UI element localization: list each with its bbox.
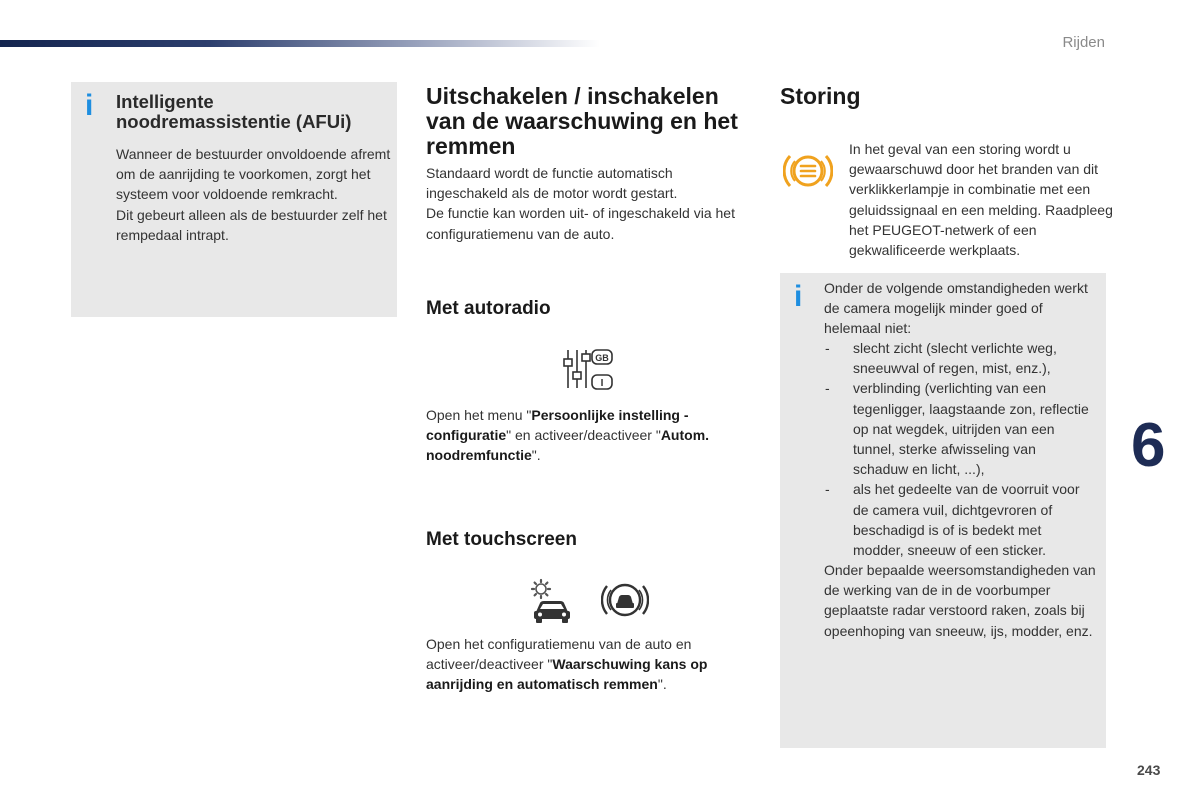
menu-path-bold: Persoonlijke instelling - configuratie bbox=[426, 407, 689, 444]
list-item bbox=[824, 378, 1094, 479]
info-icon: i bbox=[85, 89, 94, 122]
list-dash: - bbox=[825, 481, 830, 498]
page-number: 243 bbox=[1137, 762, 1161, 778]
instruction-text: Open het menu " bbox=[426, 407, 532, 423]
toggle-section-title: Uitschakelen / inschakelen van de waarschuwing en het remmen bbox=[426, 83, 738, 159]
afu-body-paragraph: Dit gebeurt alleen als de bestuurder zelf het rempedaal intrapt. bbox=[116, 206, 387, 243]
list-dash: - bbox=[825, 380, 830, 397]
info-icon: i bbox=[794, 280, 803, 313]
instruction-text: Open het configuratiemenu van de auto en activeer/deactiveer " bbox=[426, 636, 692, 673]
car-settings-icon bbox=[528, 578, 574, 629]
list-item-text: slecht zicht (slecht verlichte weg, sneeuwval of regen, mist, enz.), bbox=[853, 340, 1057, 377]
svg-text:I: I bbox=[600, 378, 604, 389]
instruction-text: ". bbox=[657, 676, 667, 693]
list-item-text: verblinding (verlichting van een tegenligger, laagstaande zon, reflectie op nat wegdek, uitrijden van een tunnel, sterke afwisseling van schaduw en licht, ...), bbox=[853, 380, 1089, 478]
camera-intro: Onder de volgende omstandigheden werkt de camera mogelijk minder goed of helemaal niet: bbox=[824, 280, 1088, 337]
camera-conditions-list bbox=[824, 338, 1094, 560]
storing-body: In het geval van een storing wordt u gewaarschuwd door het branden van dit verklikkerlampje in combinatie met een geluidssignaal en een melding. Raadpleeg het PEUGEOT-netwerk of een gekwalificeerde werkplaats. bbox=[849, 141, 1113, 259]
list-item-text: als het gedeelte van de voorruit voor de camera vuil, dichtgevroren of beschadigd is of is bedekt met modder, sneeuw of een sticker. bbox=[853, 481, 1080, 559]
section-name: Rijden bbox=[1062, 34, 1105, 51]
autoradio-heading: Met autoradio bbox=[426, 298, 551, 319]
list-item bbox=[824, 479, 1094, 560]
emergency-brake-icon bbox=[601, 578, 649, 627]
intro-paragraph: De functie kan worden uit- of ingeschakeld via het configuratiemenu van de auto. bbox=[426, 205, 735, 242]
camera-outro: Onder bepaalde weersomstandigheden van de werking van de in de voorbumper geplaatste radar verstoord raken, zoals bij opeenhoping van sneeuw, ijs, modder, enz. bbox=[824, 562, 1096, 639]
toggle-section-intro bbox=[426, 163, 756, 244]
afu-body bbox=[116, 144, 396, 245]
storing-title: Storing bbox=[780, 83, 861, 109]
autoradio-instructions bbox=[426, 405, 756, 466]
warning-lamp-icon bbox=[783, 148, 833, 199]
touchscreen-heading: Met touchscreen bbox=[426, 529, 577, 550]
menu-option-bold: Autom. noodremfunctie bbox=[426, 427, 710, 464]
chapter-number: 6 bbox=[1131, 411, 1166, 480]
list-item bbox=[824, 338, 1094, 378]
svg-text:GB: GB bbox=[595, 353, 609, 363]
camera-info-box bbox=[780, 273, 1106, 748]
list-dash: - bbox=[825, 340, 830, 356]
header-gradient-bar bbox=[0, 40, 600, 47]
menu-option-bold: Waarschuwing kans op aanrijding en automatisch remmen bbox=[426, 656, 708, 693]
afu-info-box bbox=[71, 82, 397, 317]
radio-settings-icon bbox=[562, 347, 614, 396]
afu-title: Intelligente noodremassistentie (AFUi) bbox=[116, 91, 352, 132]
intro-paragraph: Standaard wordt de functie automatisch ingeschakeld als de motor wordt gestart. bbox=[426, 165, 678, 202]
touchscreen-instructions bbox=[426, 634, 756, 695]
instruction-text: ". bbox=[531, 447, 541, 464]
afu-body-paragraph: Wanneer de bestuurder onvoldoende afremt om de aanrijding te voorkomen, zorgt het systeem voor voldoende remkracht. bbox=[116, 146, 391, 203]
instruction-text: " en activeer/deactiveer " bbox=[506, 427, 661, 444]
